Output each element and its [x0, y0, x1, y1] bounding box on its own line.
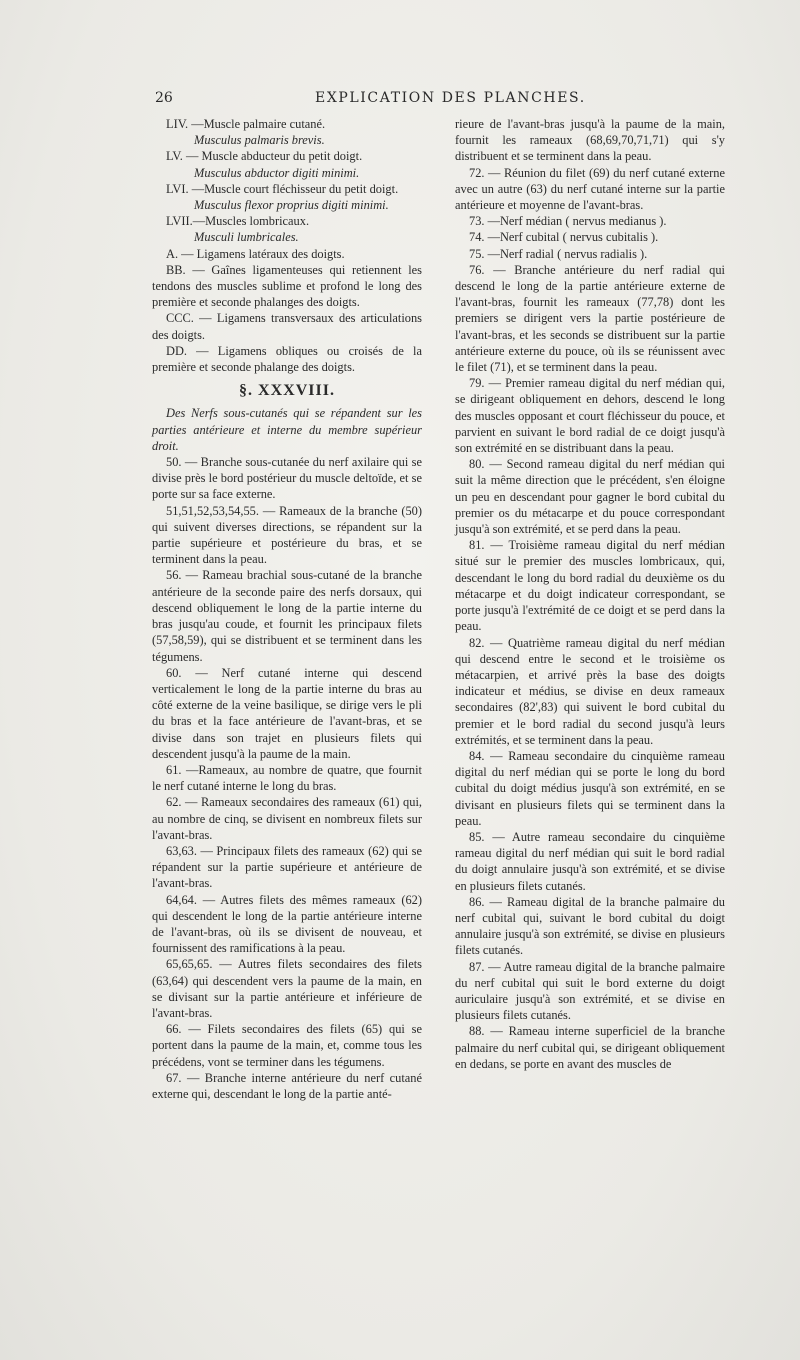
paragraph: 74. —Nerf cubital ( nervus cubitalis ).: [469, 230, 659, 245]
paragraph: 72. — Réunion du filet (69) du nerf cutané externe avec un autre (63) du nerf cutané interne sur la partie antérieure et moyenne de l'avant-bras.: [455, 165, 725, 213]
entry-label: LVII.—Muscles lombricaux.: [166, 214, 310, 229]
paragraph: 88. — Rameau interne superficiel de la branche palmaire du nerf cubital qui, se dirigeant obliquement en dedans, se porte en avant des muscles de: [455, 1024, 725, 1071]
paragraph: 66. — Filets secondaires des filets (65) qui se portent dans la paume de la main, et, comme tous les précédens, vont se terminer dans les tégumens.: [152, 1022, 422, 1069]
muscle-entry: [152, 181, 422, 213]
paragraph: 73. —Nerf médian ( nervus medianus ).: [469, 214, 667, 229]
paragraph: 79. — Premier rameau digital du nerf médian qui, se dirigeant obliquement en dehors, descend le long des muscles opposant et court fléchisseur du pouce, et parvient en suivant le bord radial de ce doigt jusqu'à son extrémité en se distribuant dans la peau.: [455, 376, 725, 456]
paragraph: 63,63. — Principaux filets des rameaux (62) qui se répandent sur la partie supérieure et antérieure de l'avant-bras.: [152, 843, 422, 891]
paragraph: BB. — Gaînes ligamenteuses qui retiennent les tendons des muscles sublime et profond le long des première et seconde phalanges des doigts.: [152, 262, 422, 310]
paragraph-continued: rieure de l'avant-bras jusqu'à la paume de la main, fournit les rameaux (68,69,70,71,71) qui s'y distribuent et se terminent dans la peau.: [455, 117, 725, 164]
paragraph: 84. — Rameau secondaire du cinquième rameau digital du nerf médian qui se porte le long du bord cubital du doigt médius jusqu'à son extrémité, en se divisant en plusieurs filets qui se terminent dans la peau.: [455, 748, 725, 828]
section-subtitle: Des Nerfs sous-cutanés qui se répandent sur les parties antérieure et interne du membre supérieur droit.: [152, 406, 422, 453]
entry-latin: Musculus palmaris brevis.: [194, 133, 325, 148]
paragraph: 76. — Branche antérieure du nerf radial qui descend le long de la partie antérieure externe de l'avant-bras, fournit les rameaux (77,78) dont les premiers se dirigent vers la partie postérieure de l'avant-bras, et les seconds se distribuent sur la partie antérieure externe du pouce, où ils se réunissent avec le filet (71), et se terminent dans la peau.: [455, 262, 725, 375]
running-title: EXPLICATION DES PLANCHES.: [315, 90, 586, 106]
page-number: 26: [155, 90, 173, 106]
left-column: [152, 116, 422, 1102]
paragraph: 87. — Autre rameau digital de la branche palmaire du nerf cubital qui suit le bord externe du doigt auriculaire jusqu'à son extrémité, et se divise en plusieurs filets cutanés.: [455, 959, 725, 1023]
paragraph: 62. — Rameaux secondaires des rameaux (61) qui, au nombre de cinq, se divisent en nombreux filets sur l'avant-bras.: [152, 795, 422, 842]
section-heading: §. XXXVIII.: [239, 382, 335, 400]
muscle-entry: [152, 148, 422, 180]
entry-label: LIV. —Muscle palmaire cutané.: [166, 117, 326, 131]
entry-latin: Musculi lumbricales.: [194, 230, 299, 245]
paragraph: 81. — Troisième rameau digital du nerf médian situé sur le premier des muscles lombricaux, qui, descendant le long du bord radial du deuxième os du métacarpe et du doigt indicateur correspondant, se porte jusqu'à l'extrémité de ce doigt et se perd dans la peau.: [455, 538, 725, 634]
paragraph: 65,65,65. — Autres filets secondaires des filets (63,64) qui descendent vers la paume de la main, en se divisant sur la partie antérieure et inférieure de l'avant-bras.: [152, 957, 422, 1020]
entry-latin: Musculus flexor proprius digiti minimi.: [194, 198, 389, 213]
paragraph: 64,64. — Autres filets des mêmes rameaux (62) qui descendent le long de la partie antérieure interne de l'avant-bras, où ils se divisent de nouveau, et fournissent des ramifications à la peau.: [152, 892, 422, 956]
right-column: [455, 116, 725, 1072]
paragraph: 82. — Quatrième rameau digital du nerf médian qui descend entre le second et le troisième os métacarpien, et arrivé près la base des doigts indicateur et médius, se divise en deux rameaux secondaires (82',83) qui suivent le bord cubital du premier et le bord radial du second jusqu'à leurs extrémités, et se terminent dans la peau.: [455, 635, 725, 747]
page-header: [155, 90, 725, 110]
paragraph: CCC. — Ligamens transversaux des articulations des doigts.: [152, 311, 422, 342]
paragraph: 51,51,52,53,54,55. — Rameaux de la branche (50) qui suivent diverses directions, se répandent sur la partie supérieure et postérieure du bras, et se terminent dans la peau.: [152, 503, 422, 567]
paragraph: DD. — Ligamens obliques ou croisés de la première et seconde phalange des doigts.: [152, 343, 422, 375]
paragraph: A. — Ligamens latéraux des doigts.: [166, 246, 345, 261]
muscle-entry: [152, 116, 422, 148]
muscle-entry: [152, 213, 422, 245]
entry-latin: Musculus abductor digiti minimi.: [194, 165, 360, 180]
paragraph: 80. — Second rameau digital du nerf médian qui suit la même direction que le précédent, s'en éloigne un peu en descendant pour gagner le bord cubital du premier os du métacarpe et du pouce correspondant jusqu'à son extrémité, et se perd dans la peau.: [455, 457, 725, 537]
paragraph: 85. — Autre rameau secondaire du cinquième rameau digital du nerf médian qui suit le bord radial du doigt annulaire jusqu'à son extrémité, et se divise en plusieurs filets cutanés.: [455, 829, 725, 893]
paragraph: 86. — Rameau digital de la branche palmaire du nerf cubital qui, suivant le bord cubital du doigt annulaire jusqu'à son extrémité, se divise en plusieurs filets cutanés.: [455, 894, 725, 958]
paragraph: 61. —Rameaux, au nombre de quatre, que fournit le nerf cutané interne le long du bras.: [152, 762, 422, 794]
paragraph: 67. — Branche interne antérieure du nerf cutané externe qui, descendant le long de la partie anté-: [152, 1070, 422, 1101]
paragraph: 50. — Branche sous-cutanée du nerf axilaire qui se divise près le bord postérieur du muscle deltoïde, et se porte sur sa face externe.: [152, 455, 422, 502]
paragraph: 60. — Nerf cutané interne qui descend verticalement le long de la partie interne du bras au côté externe de la veine basilique, se dirige vers le pli du bras et la face antérieure de l'avant-bras, et se divise dans son trajet en plusieurs filets qui descendent jusqu'à la paume de la main.: [152, 665, 422, 761]
paragraph: 75. —Nerf radial ( nervus radialis ).: [469, 246, 648, 261]
entry-label: LVI. —Muscle court fléchisseur du petit doigt.: [166, 181, 399, 196]
paragraph: 56. — Rameau brachial sous-cutané de la branche antérieure de la seconde paire des nerfs dorsaux, qui descend obliquement le long de la partie interne du bras jusqu'au coude, et fournit les principaux filets (57,58,59), qui se distribuent et se terminent dans les tégumens.: [152, 568, 422, 664]
entry-label: LV. — Muscle abducteur du petit doigt.: [166, 149, 363, 164]
